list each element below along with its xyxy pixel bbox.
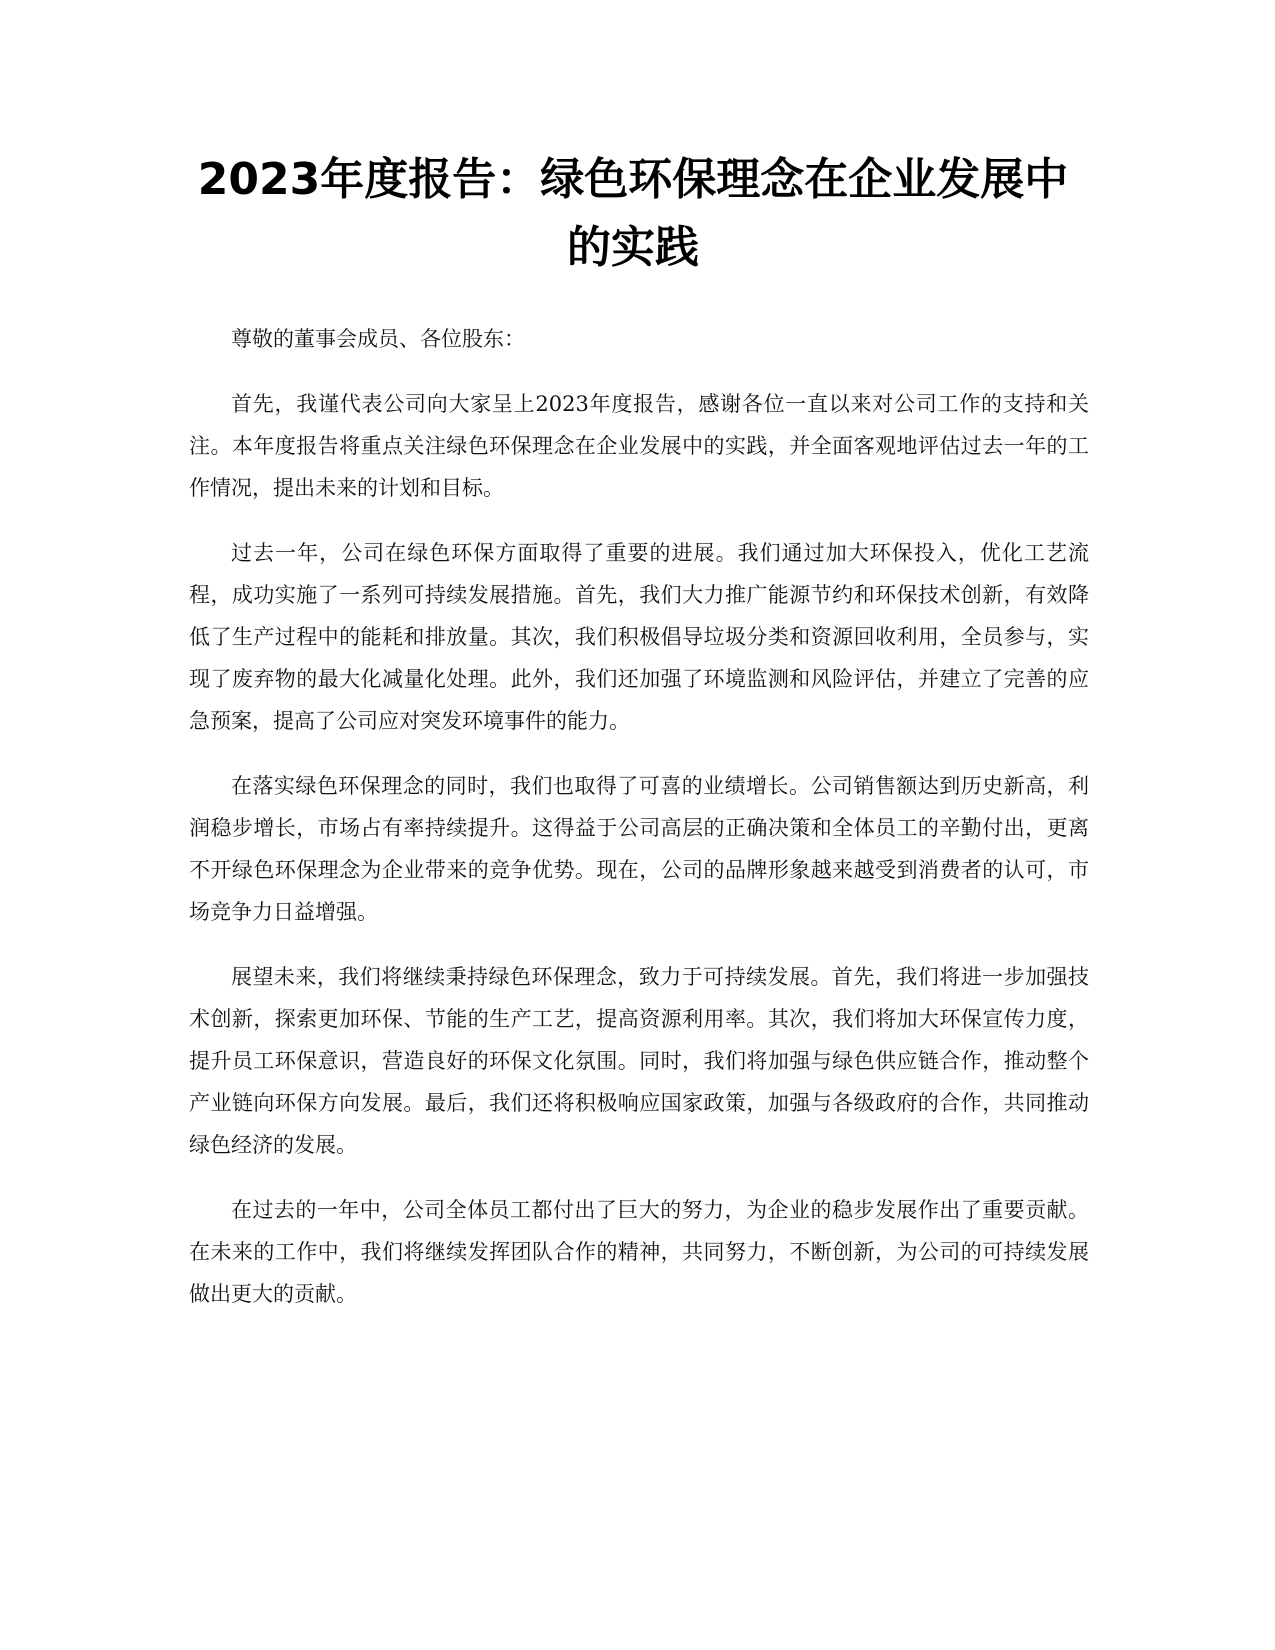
salutation: 尊敬的董事会成员、各位股东： xyxy=(231,327,525,351)
paragraph-outlook: 展望未来，我们将继续秉持绿色环保理念，致力于可持续发展。首先，我们将进一步加强技术创新，探索更加环保、节能的生产工艺，提高资源利用率。其次，我们将加大环保宣传力度，提升员工环保意识，营造良好的环保文化氛围。同时，我们将加强与绿色供应链合作，推动整个产业链向环保方向发展。最后，我们还将积极响应国家政策，加强与各级政府的合作，共同推动绿色经济的发展。 xyxy=(189,965,1089,1157)
document-title xyxy=(183,146,1083,282)
paragraph-performance: 在落实绿色环保理念的同时，我们也取得了可喜的业绩增长。公司销售额达到历史新高，利润稳步增长，市场占有率持续提升。这得益于公司高层的正确决策和全体员工的辛勤付出，更离不开绿色环保理念为企业带来的竞争优势。现在，公司的品牌形象越来越受到消费者的认可，市场竞争力日益增强。 xyxy=(189,774,1089,924)
document-title-line-2: 的实践 xyxy=(567,222,699,273)
paragraph-progress: 过去一年，公司在绿色环保方面取得了重要的进展。我们通过加大环保投入，优化工艺流程，成功实施了一系列可持续发展措施。首先，我们大力推广能源节约和环保技术创新，有效降低了生产过程中的能耗和排放量。其次，我们积极倡导垃圾分类和资源回收利用，全员参与，实现了废弃物的最大化减量化处理。此外，我们还加强了环境监测和风险评估，并建立了完善的应急预案，提高了公司应对突发环境事件的能力。 xyxy=(189,541,1089,733)
document-title-line-1: 2023年度报告：绿色环保理念在企业发展中 xyxy=(197,154,1069,205)
paragraph-intro: 首先，我谨代表公司向大家呈上2023年度报告，感谢各位一直以来对公司工作的支持和关注。本年度报告将重点关注绿色环保理念在企业发展中的实践，并全面客观地评估过去一年的工作情况，提出未来的计划和目标。 xyxy=(189,392,1089,500)
document-body xyxy=(189,318,1089,1338)
paragraph-closing: 在过去的一年中，公司全体员工都付出了巨大的努力，为企业的稳步发展作出了重要贡献。在未来的工作中，我们将继续发挥团队合作的精神，共同努力，不断创新，为公司的可持续发展做出更大的贡献。 xyxy=(189,1198,1089,1306)
